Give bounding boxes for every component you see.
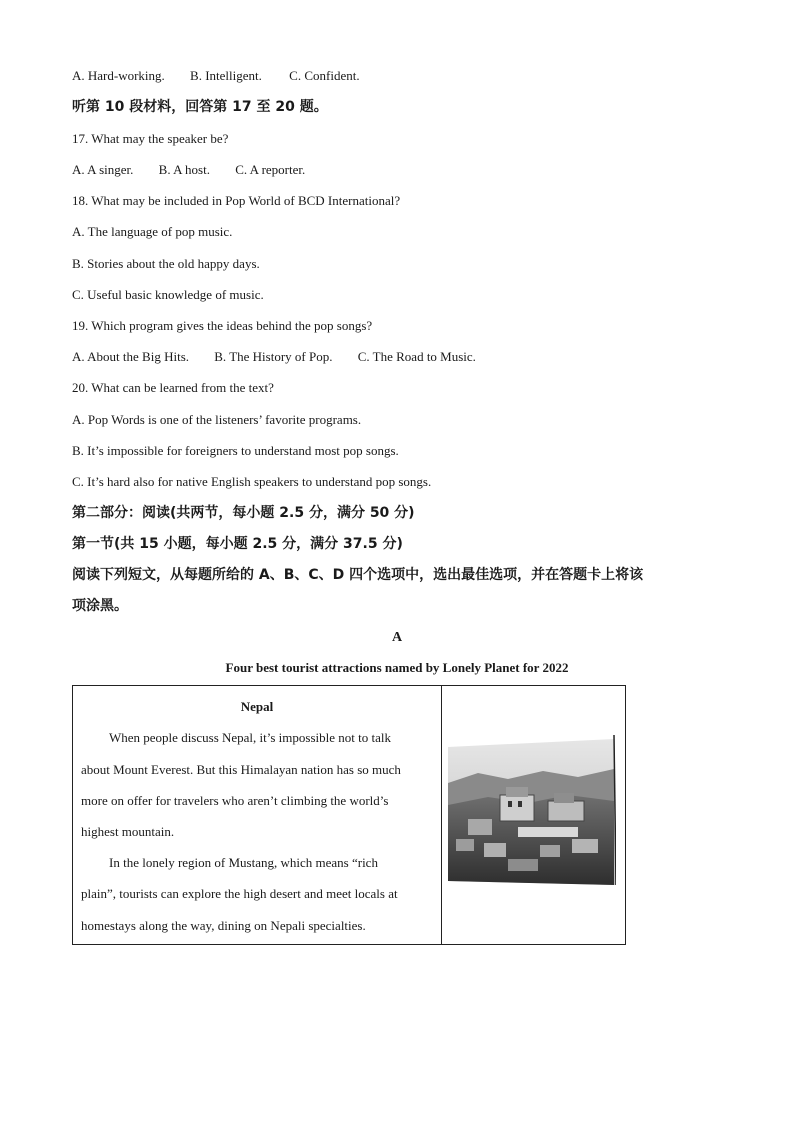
q19-option-b: B. The History of Pop. (214, 349, 333, 364)
q17-question: 17. What may the speaker be? (72, 131, 229, 146)
nepal-monastery-photo (448, 735, 616, 887)
q20-option-c: C. It’s hard also for native English speakers to understand pop songs. (72, 474, 432, 489)
q18-question: 18. What may be included in Pop World of BCD International? (72, 193, 401, 208)
q16-options (72, 68, 360, 84)
nepal-line-5: In the lonely region of Mustang, which means “rich (109, 855, 378, 870)
nepal-text-cell (73, 686, 442, 945)
passage-label: A (391, 630, 403, 645)
section1-title: 第一节(共 15 小题，每小题 2.5 分，满分 37.5 分) (72, 536, 403, 552)
q20-option-a: A. Pop Words is one of the listeners’ favorite programs. (72, 412, 362, 427)
q17-option-c: C. A reporter. (235, 162, 306, 177)
q18-option-b: B. Stories about the old happy days. (72, 256, 260, 271)
nepal-line-3: more on offer for travelers who aren’t climbing the world’s (81, 793, 389, 808)
q19-option-a: A. About the Big Hits. (72, 349, 190, 364)
q17-options (72, 162, 305, 178)
nepal-line-6: plain”, tourists can explore the high desert and meet locals at (81, 886, 398, 901)
q19-options (72, 349, 476, 365)
q16-option-b: B. Intelligent. (190, 68, 262, 83)
q20-option-b: B. It’s impossible for foreigners to understand most pop songs. (72, 443, 399, 458)
q17-option-b: B. A host. (158, 162, 210, 177)
passage-title: Four best tourist attractions named by Lonely Planet for 2022 (225, 660, 569, 675)
q19-question: 19. Which program gives the ideas behind the pop songs? (72, 318, 373, 333)
q20-question: 20. What can be learned from the text? (72, 380, 274, 395)
q19-option-c: C. The Road to Music. (357, 349, 476, 364)
nepal-line-4: highest mountain. (81, 824, 175, 839)
section-10-heading: 听第 10 段材料，回答第 17 至 20 题。 (72, 99, 328, 115)
q18-option-c: C. Useful basic knowledge of music. (72, 287, 264, 302)
q18-option-a: A. The language of pop music. (72, 224, 233, 239)
instruction-line-1: 阅读下列短文，从每题所给的 A、B、C、D 四个选项中，选出最佳选项，并在答题卡上将该 (72, 567, 644, 583)
q17-option-a: A. A singer. (72, 162, 134, 177)
nepal-line-1: When people discuss Nepal, it’s impossible not to talk (109, 730, 391, 745)
nepal-heading: Nepal (240, 699, 274, 714)
nepal-line-2: about Mount Everest. But this Himalayan nation has so much (81, 762, 401, 777)
q16-option-a: A. Hard-working. (72, 68, 165, 83)
instruction-line-2: 项涂黑。 (72, 598, 128, 614)
nepal-line-7: homestays along the way, dining on Nepali specialties. (81, 918, 366, 933)
q16-option-c: C. Confident. (289, 68, 360, 83)
part2-title: 第二部分：阅读(共两节，每小题 2.5 分，满分 50 分) (72, 505, 415, 521)
